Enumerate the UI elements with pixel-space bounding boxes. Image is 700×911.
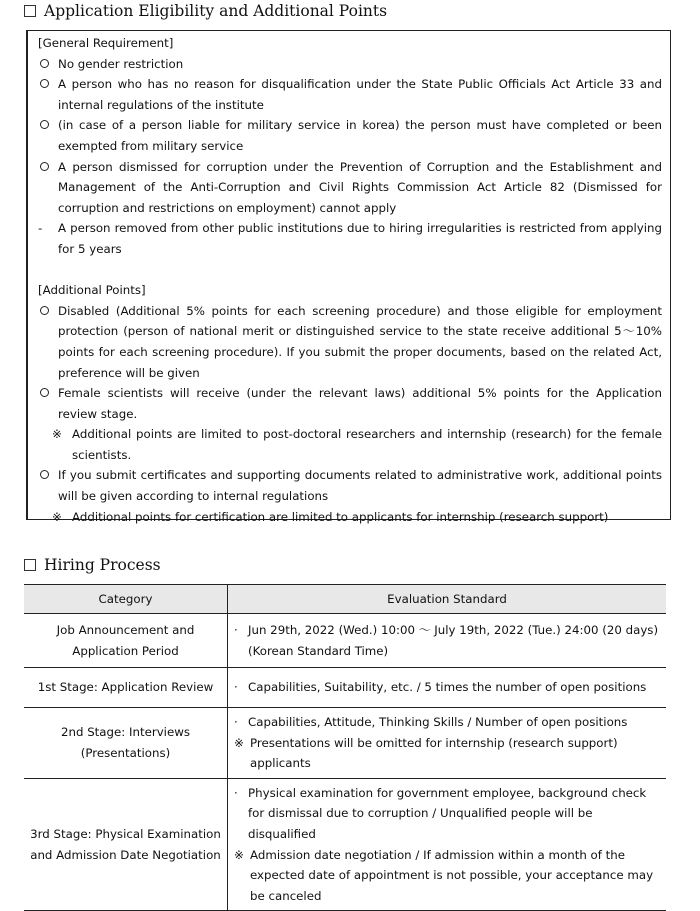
dash-bullet-icon: - — [38, 221, 43, 236]
list-item — [38, 54, 662, 75]
list-item-text: No gender restriction — [58, 56, 184, 71]
circle-bullet-icon — [38, 74, 58, 115]
table-header-row — [24, 585, 666, 614]
list-item-text: A person who has no reason for disqualification under the State Public Officials Act Article 33 and internal regulations of the institute — [58, 77, 662, 112]
table-row — [24, 668, 666, 708]
dot-bullet-icon — [234, 712, 248, 733]
list-item-text: Disabled (Additional 5% points for each screening procedure) and those eligible for employment protection (person of national merit or distinguished service to the state receive additional 5～10% points for each screening procedure). If you submit the proper documents, based on the related Act, preference will be given — [58, 303, 662, 380]
standard-point-text: Capabilities, Suitability, etc. / 5 times the number of open positions — [248, 680, 647, 695]
category-cell: 2nd Stage: Interviews (Presentations) — [24, 708, 228, 779]
standard-point — [234, 783, 660, 845]
checkbox-icon — [24, 5, 36, 17]
header-category: Category — [24, 585, 228, 614]
checkbox-icon — [24, 559, 36, 571]
standard-point-text: Capabilities, Attitude, Thinking Skills / Number of open positions — [248, 715, 628, 729]
general-requirement-list — [38, 54, 662, 260]
standard-point-text: Physical examination for government employee, background check for dismissal due to corruption / Unqualified people will be disqualified — [248, 785, 647, 841]
dot-bullet-icon — [234, 620, 248, 661]
hiring-process-title: Hiring Process — [44, 556, 161, 574]
circle-bullet-icon — [38, 115, 58, 156]
evaluation-standard-cell — [228, 708, 667, 779]
additional-points-header: [Additional Points] — [38, 283, 146, 298]
dot-bullet-icon — [234, 677, 248, 698]
evaluation-standard-cell — [228, 778, 667, 911]
standard-point — [234, 712, 660, 733]
list-item — [38, 301, 662, 383]
standard-point-text: Presentations will be omitted for internship (research support) applicants — [250, 735, 618, 771]
reference-mark-icon: ※ — [52, 509, 62, 524]
standard-point-text: Jun 29th, 2022 (Wed.) 10:00 ～ July 19th, 2022 (Tue.) 24:00 (20 days) (Korean Standard Time) — [248, 622, 659, 658]
circle-bullet-icon — [38, 157, 58, 219]
list-item — [38, 383, 662, 424]
list-item-text: Female scientists will receive (under the relevant laws) additional 5% points for the Application review stage. — [58, 386, 662, 421]
list-item — [38, 218, 662, 259]
eligibility-box — [26, 30, 671, 524]
header-evaluation-standard: Evaluation Standard — [228, 585, 667, 614]
list-item-text: A person dismissed for corruption under the Prevention of Corruption and the Establishment and Management of the Anti-Corruption and Civil Rights Commission Act Article 82 (Dismissed for corruption and restrictions on employment) cannot apply — [58, 159, 662, 215]
category-cell: 3rd Stage: Physical Examination and Admission Date Negotiation — [24, 778, 228, 911]
standard-point-text: Admission date negotiation / If admission within a month of the expected date of appointment is not possible, your acceptance may be canceled — [250, 847, 654, 903]
table-row — [24, 778, 666, 911]
standard-point — [234, 620, 660, 661]
list-item — [38, 157, 662, 219]
standard-point — [234, 845, 660, 907]
circle-bullet-icon — [38, 383, 58, 424]
general-requirement-header: [General Requirement] — [38, 36, 174, 50]
list-item — [38, 465, 662, 506]
hiring-process-heading — [24, 556, 161, 574]
eligibility-title: Application Eligibility and Additional Points — [44, 2, 388, 20]
list-item-text: Additional points are limited to post-doctoral researchers and internship (research) for the female scientists. — [72, 427, 662, 462]
list-item — [38, 115, 662, 156]
table-row — [24, 708, 666, 779]
list-item-text: If you submit certificates and supporting documents related to administrative work, additional points will be given according to internal regulations — [58, 468, 662, 504]
eligibility-heading — [24, 2, 387, 20]
circle-bullet-icon — [38, 465, 58, 506]
list-item — [38, 507, 662, 528]
reference-mark-icon — [234, 845, 250, 907]
standard-point — [234, 733, 660, 774]
evaluation-standard-cell — [228, 668, 667, 708]
standard-point — [234, 677, 660, 698]
evaluation-standard-cell — [228, 614, 667, 668]
reference-mark-icon — [234, 733, 250, 774]
hiring-process-table — [24, 584, 666, 911]
category-cell: 1st Stage: Application Review — [24, 668, 228, 708]
circle-bullet-icon — [38, 54, 58, 75]
additional-points-list — [38, 301, 662, 528]
list-item-text: (in case of a person liable for military service in korea) the person must have completed or been exempted from military service — [58, 118, 662, 153]
category-cell: Job Announcement and Application Period — [24, 614, 228, 668]
circle-bullet-icon — [38, 301, 58, 383]
reference-mark-icon: ※ — [52, 427, 62, 442]
list-item-text: A person removed from other public institutions due to hiring irregularities is restricted from applying for 5 years — [58, 221, 662, 256]
list-item-text: Additional points for certification are limited to applicants for internship (research support) — [72, 509, 609, 524]
dot-bullet-icon — [234, 783, 248, 845]
list-item — [38, 424, 662, 465]
list-item — [38, 74, 662, 115]
table-row — [24, 614, 666, 668]
